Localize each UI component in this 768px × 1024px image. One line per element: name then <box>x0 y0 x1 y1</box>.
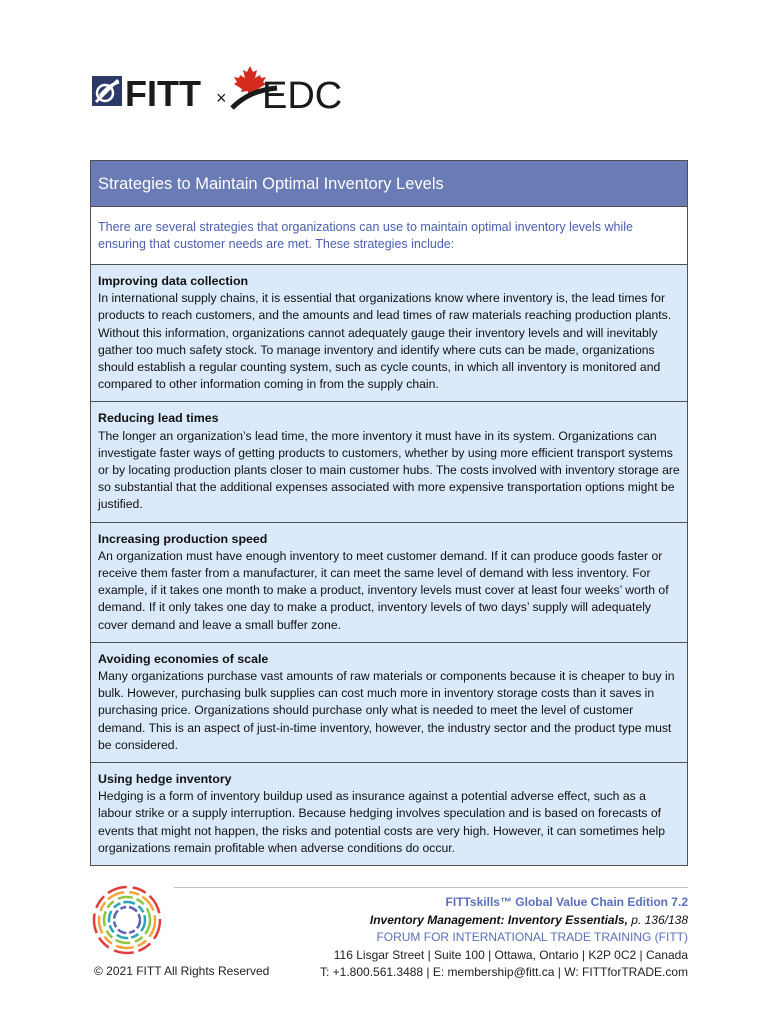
organization-name: FORUM FOR INTERNATIONAL TRADE TRAINING (FITT) <box>376 930 688 944</box>
strategy-row <box>91 763 687 865</box>
edition-label: FITTskills™ Global Value Chain Edition 7.2 <box>445 895 688 909</box>
page-number: p. 136/138 <box>631 912 688 927</box>
strategy-row <box>91 523 687 643</box>
fitt-wordmark: FITT <box>125 73 201 112</box>
strategy-body: Hedging is a form of inventory buildup used as insurance against a potential adverse effect, such as a labour strike or a supply interruption. Because hedging involves speculation and is based on forecasts of events that might not happen, the risks and potential costs are very high. However, it can sometimes help organizations remain profitable when adverse conditions do occur. <box>98 789 666 855</box>
fitt-edc-logo <box>92 66 362 112</box>
strategy-title: Avoiding economies of scale <box>98 651 269 666</box>
strategy-row <box>91 643 687 763</box>
table-title: Strategies to Maintain Optimal Inventory Levels <box>91 161 687 207</box>
strategy-title: Improving data collection <box>98 274 249 288</box>
strategies-table <box>90 160 688 866</box>
footer-divider <box>174 887 688 888</box>
strategy-title: Reducing lead times <box>98 411 219 426</box>
strategy-body: An organization must have enough inventory to meet customer demand. If it can produce goods faster or receive them faster from a manufacturer, it can meet the same level of demand with less inventory. For example, if it takes one month to make a product, inventory levels must cover at least four weeks’ worth of demand. If it only takes one day to make a product, inventory levels of two days’ supply will adequately cover demand and leave a small buffer zone. <box>98 548 669 632</box>
contact-info: T: +1.800.561.3488 | E: membership@fitt.ca | W: FITTforTRADE.com <box>320 965 688 979</box>
book-reference <box>320 912 688 930</box>
strategy-row <box>91 402 687 522</box>
strategy-body: In international supply chains, it is essential that organizations know where inventory is, the lead times for products to reach customers, and the amounts and lead times of raw materials reaching production plants. Without this information, organizations cannot adequately gauge their inventory levels and will inevitably gather too much safety stock. To manage inventory and identify where cuts can be made, organizations should establish a regular counting system, such as cycle counts, in which all inventory is monitored and compared to other information coming in from the supply chain. <box>98 291 672 392</box>
organization-address: 116 Lisgar Street | Suite 100 | Ottawa, Ontario | K2P 0C2 | Canada <box>333 947 688 962</box>
strategy-title: Increasing production speed <box>98 531 268 546</box>
edc-wordmark: EDC <box>262 75 343 112</box>
strategy-body: Many organizations purchase vast amounts of raw materials or components because it is cheaper to buy in bulk. However, purchasing bulk supplies can cost much more in inventory storage costs than it saves in purchasing price. Organizations should purchase only what is needed to meet the level of customer demand. This is an aspect of just-in-time inventory, however, the industry sector and the product type must be considered. <box>98 669 675 752</box>
logo-separator: × <box>216 88 227 108</box>
logo-graphic <box>92 66 362 112</box>
copyright-notice: © 2021 FITT All Rights Reserved <box>94 964 270 978</box>
table-intro: There are several strategies that organizations can use to maintain optimal inventory levels while ensuring that customer needs are met. These strategies include: <box>91 207 687 265</box>
book-title: Inventory Management: Inventory Essentials, <box>369 912 628 927</box>
fitt-rings-icon <box>90 883 164 957</box>
footer-publication-info <box>320 894 688 982</box>
strategy-title: Using hedge inventory <box>98 772 232 787</box>
strategy-row <box>91 265 687 402</box>
strategy-body: The longer an organization’s lead time, the more inventory it must have in its system. Organizations can investigate faster ways of getting products to customers, whether by using more efficient transport systems or by locating production plants closer to main customer hubs. The costs involved with inventory storage are so substantial that the additional expenses associated with more expensive transportation options might be justified. <box>98 428 680 512</box>
